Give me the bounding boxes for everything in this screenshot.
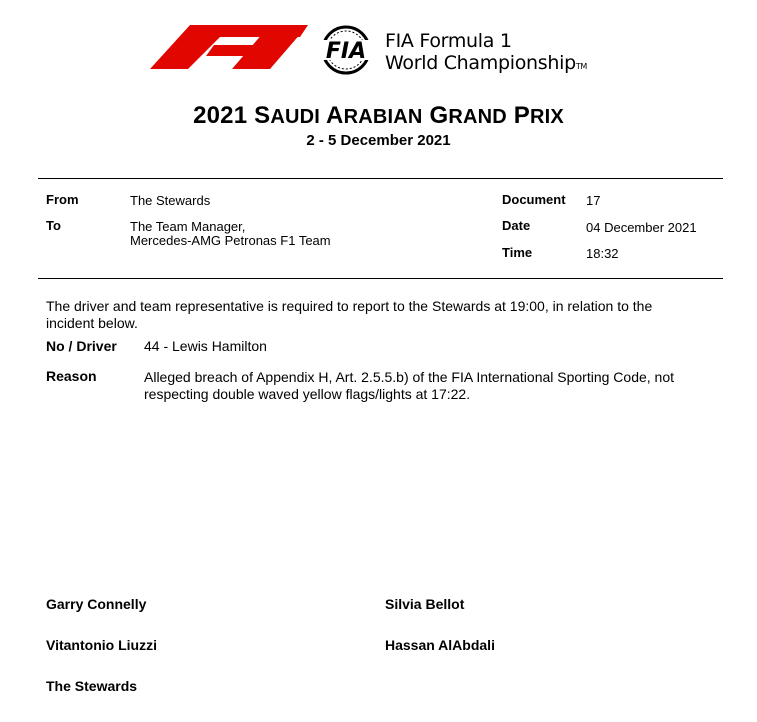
event-title (0, 102, 757, 130)
title-word-2 (326, 102, 423, 129)
driver-value: 44 - Lewis Hamilton (144, 338, 267, 354)
f1-logo (150, 25, 308, 71)
time-label: Time (502, 245, 533, 260)
title-word-3-cap: G (429, 102, 449, 129)
stewards-footer: The Stewards (46, 678, 138, 694)
reason-line-1: Alleged breach of Appendix H, Art. 2.5.5.b) of the FIA International Sporting Code, not (144, 369, 675, 385)
event-title-year: 2021 (193, 102, 248, 129)
brand-line-2 (385, 52, 587, 78)
title-word-1-cap: S (254, 102, 271, 129)
title-word-4-cap: P (513, 102, 530, 129)
bottom-divider (38, 278, 723, 279)
title-word-3 (429, 102, 506, 129)
intro-line-1: The driver and team representative is required to report to the Stewards at 19:00, in relation to the (46, 298, 653, 314)
title-word-4-rest: RIX (529, 106, 564, 128)
title-word-3-rest: RAND (448, 106, 507, 128)
fia-logo (310, 25, 382, 75)
reason-line-2: respecting double waved yellow flags/lights at 17:22. (144, 386, 471, 402)
document-value: 17 (586, 193, 601, 208)
title-word-2-cap: A (326, 102, 344, 129)
intro-paragraph (46, 298, 726, 332)
title-word-4 (514, 102, 564, 129)
to-value-line-1: The Team Manager, (130, 219, 246, 234)
date-value: 04 December 2021 (586, 220, 697, 235)
date-label: Date (502, 218, 531, 233)
title-word-2-rest: RABIAN (343, 106, 423, 128)
signatory-name: Silvia Bellot (385, 596, 465, 612)
title-word-1 (254, 102, 320, 129)
to-value-line-2: Mercedes-AMG Petronas F1 Team (130, 233, 331, 248)
trademark-mark: TM (575, 62, 588, 71)
to-label: To (46, 218, 61, 233)
time-value: 18:32 (586, 246, 619, 261)
reason-label: Reason (46, 368, 97, 384)
from-label: From (46, 192, 79, 207)
reason-value (144, 369, 734, 403)
event-dates: 2 - 5 December 2021 (306, 132, 451, 149)
brand-line-1: FIA Formula 1 (385, 30, 512, 52)
signatory-name: Hassan AlAbdali (385, 637, 495, 653)
fia-logo-text: FIA (325, 39, 367, 64)
driver-label: No / Driver (46, 338, 117, 354)
signatory-name: Vitantonio Liuzzi (46, 637, 157, 653)
document-label: Document (502, 192, 566, 207)
from-value: The Stewards (130, 193, 211, 208)
to-value (130, 220, 331, 248)
brand-line-2-text: World Championship (385, 52, 576, 74)
title-word-1-rest: AUDI (270, 106, 321, 128)
top-divider (38, 178, 723, 179)
signatory-name: Garry Connelly (46, 596, 147, 612)
intro-line-2: incident below. (46, 315, 138, 331)
